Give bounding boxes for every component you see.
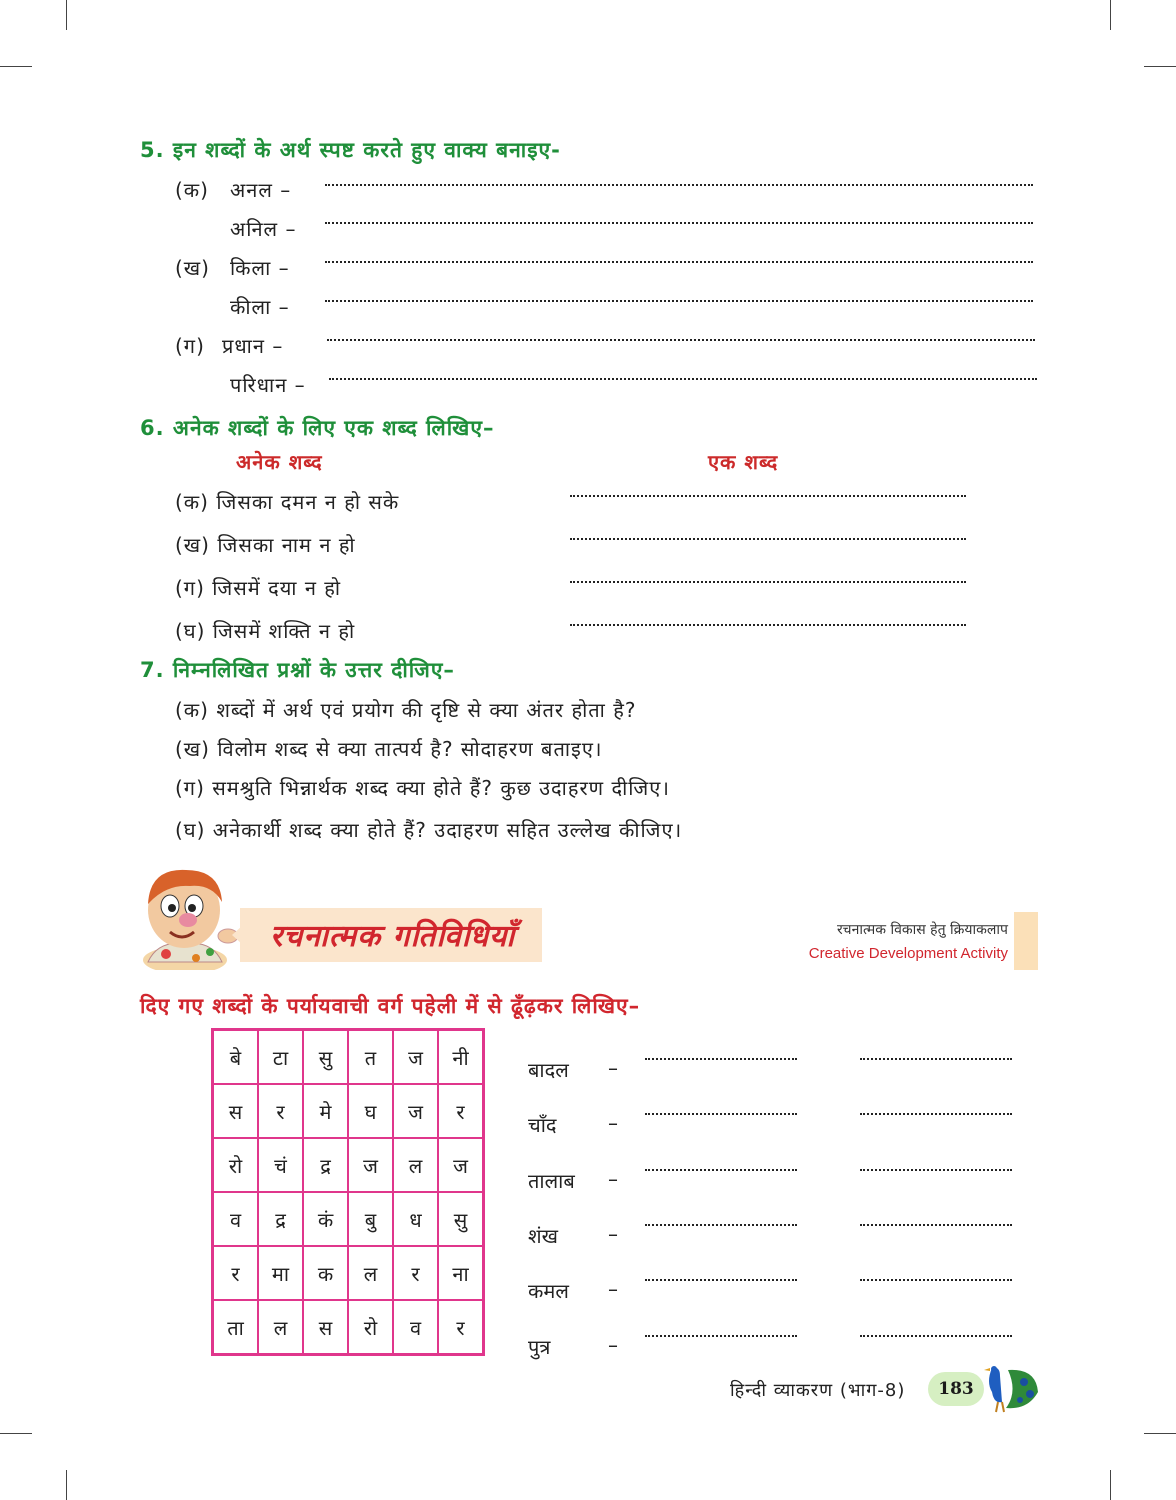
grid-cell[interactable]: मे — [303, 1084, 348, 1138]
q5-answer-line[interactable] — [329, 378, 1037, 380]
synonym-word: बादल — [528, 1058, 569, 1082]
grid-cell[interactable]: ल — [258, 1300, 303, 1355]
grid-cell[interactable]: सु — [438, 1192, 484, 1246]
grid-cell[interactable]: ता — [213, 1300, 259, 1355]
q5-answer-line[interactable] — [325, 300, 1033, 302]
q6-item: (ग) जिसमें दया न हो — [175, 576, 342, 600]
activity-banner-title: रचनात्मक गतिविधियाँ — [270, 919, 516, 954]
word-dash: – — [608, 1222, 618, 1246]
grid-cell[interactable]: ज — [393, 1030, 438, 1085]
crop-mark — [66, 0, 67, 30]
grid-cell[interactable]: व — [213, 1192, 259, 1246]
grid-cell[interactable]: ना — [438, 1246, 484, 1300]
q5-answer-line[interactable] — [325, 261, 1033, 263]
grid-cell[interactable]: व — [393, 1300, 438, 1355]
synonym-word: शंख — [528, 1224, 558, 1248]
q5-marker: (ग) — [175, 334, 205, 358]
word-dash: – — [608, 1333, 618, 1357]
activity-heading: दिए गए शब्दों के पर्यायवाची वर्ग पहेली में से ढूँढ़कर लिखिए– — [140, 994, 641, 1018]
crop-mark — [1144, 66, 1176, 67]
grid-cell[interactable]: र — [258, 1084, 303, 1138]
q5-word: अनल – — [230, 178, 292, 202]
grid-row — [213, 1030, 484, 1085]
side-label-english: Creative Development Activity — [808, 945, 1008, 962]
q5-word: किला – — [230, 256, 290, 280]
crop-mark — [1144, 1433, 1176, 1434]
grid-cell[interactable]: द्र — [303, 1138, 348, 1192]
q5-word: परिधान – — [230, 373, 306, 397]
grid-cell[interactable]: र — [213, 1246, 259, 1300]
q7-item: (ख) विलोम शब्द से क्या तात्पर्य है? सोदाहरण बताइए। — [175, 737, 603, 761]
q6-col-left-header: अनेक शब्द — [236, 450, 323, 474]
side-label-hindi: रचनात्मक विकास हेतु क्रियाकलाप — [836, 922, 1008, 938]
grid-cell[interactable]: मा — [258, 1246, 303, 1300]
q6-item: (ख) जिसका नाम न हो — [175, 533, 356, 557]
grid-cell[interactable]: र — [438, 1084, 484, 1138]
grid-cell[interactable]: घ — [348, 1084, 393, 1138]
word-dash: – — [608, 1167, 618, 1191]
q7-item: (क) शब्दों में अर्थ एवं प्रयोग की दृष्टि से क्या अंतर होता है? — [175, 698, 637, 722]
synonym-word: तालाब — [528, 1169, 575, 1193]
side-tab-decoration — [1014, 912, 1038, 970]
grid-cell[interactable]: ज — [438, 1138, 484, 1192]
crop-mark — [1110, 0, 1111, 30]
answer-line[interactable] — [645, 1335, 797, 1337]
q6-item: (घ) जिसमें शक्ति न हो — [175, 619, 356, 643]
q5-word: अनिल – — [230, 217, 297, 241]
q6-heading: 6. अनेक शब्दों के लिए एक शब्द लिखिए– — [140, 416, 495, 440]
grid-cell[interactable]: कं — [303, 1192, 348, 1246]
grid-cell[interactable]: रो — [213, 1138, 259, 1192]
answer-line[interactable] — [860, 1279, 1012, 1281]
grid-cell[interactable]: टा — [258, 1030, 303, 1085]
grid-cell[interactable]: ज — [393, 1084, 438, 1138]
grid-cell[interactable]: स — [213, 1084, 259, 1138]
q7-heading: 7. निम्नलिखित प्रश्नों के उत्तर दीजिए– — [140, 658, 455, 682]
q6-answer-line[interactable] — [570, 624, 966, 626]
grid-row — [213, 1192, 484, 1246]
q6-item: (क) जिसका दमन न हो सके — [175, 490, 400, 514]
grid-cell[interactable]: र — [393, 1246, 438, 1300]
answer-line[interactable] — [645, 1279, 797, 1281]
answer-line[interactable] — [860, 1058, 1012, 1060]
grid-cell[interactable]: ल — [348, 1246, 393, 1300]
grid-cell[interactable]: नी — [438, 1030, 484, 1085]
answer-line[interactable] — [860, 1169, 1012, 1171]
peacock-icon — [978, 1362, 1040, 1414]
grid-cell[interactable]: त — [348, 1030, 393, 1085]
grid-cell[interactable]: ल — [393, 1138, 438, 1192]
grid-row — [213, 1246, 484, 1300]
synonym-word: पुत्र — [528, 1335, 551, 1359]
q5-word: कीला – — [230, 295, 290, 319]
page-number: 183 — [928, 1372, 984, 1406]
crop-mark — [0, 1433, 32, 1434]
grid-row — [213, 1084, 484, 1138]
grid-cell[interactable]: ध — [393, 1192, 438, 1246]
q5-heading: 5. इन शब्दों के अर्थ स्पष्ट करते हुए वाक्य बनाइए- — [140, 138, 561, 162]
answer-line[interactable] — [860, 1224, 1012, 1226]
q5-marker: (क) — [175, 178, 209, 202]
grid-cell[interactable]: र — [438, 1300, 484, 1355]
grid-cell[interactable]: सु — [303, 1030, 348, 1085]
grid-cell[interactable]: चं — [258, 1138, 303, 1192]
grid-cell[interactable]: स — [303, 1300, 348, 1355]
q6-col-right-header: एक शब्द — [708, 450, 779, 474]
q7-item: (ग) समश्रुति भिन्नार्थक शब्द क्या होते हैं? कुछ उदाहरण दीजिए। — [175, 776, 670, 800]
q5-answer-line[interactable] — [325, 222, 1033, 224]
word-dash: – — [608, 1111, 618, 1135]
book-title: हिन्दी व्याकरण (भाग-8) — [730, 1380, 906, 1401]
grid-cell[interactable]: क — [303, 1246, 348, 1300]
q6-answer-line[interactable] — [570, 581, 966, 583]
grid-cell[interactable]: बे — [213, 1030, 259, 1085]
word-dash: – — [608, 1277, 618, 1301]
grid-cell[interactable]: बु — [348, 1192, 393, 1246]
grid-row — [213, 1138, 484, 1192]
word-dash: – — [608, 1056, 618, 1080]
grid-row — [213, 1300, 484, 1355]
grid-cell[interactable]: ज — [348, 1138, 393, 1192]
q7-item: (घ) अनेकार्थी शब्द क्या होते हैं? उदाहरण सहित उल्लेख कीजिए। — [175, 818, 683, 842]
answer-line[interactable] — [645, 1224, 797, 1226]
answer-line[interactable] — [645, 1169, 797, 1171]
q5-answer-line[interactable] — [325, 184, 1033, 186]
q6-answer-line[interactable] — [570, 495, 966, 497]
crop-mark — [0, 66, 32, 67]
synonym-word: चाँद — [528, 1113, 557, 1137]
crop-mark — [1110, 1470, 1111, 1500]
answer-line[interactable] — [645, 1058, 797, 1060]
answer-line[interactable] — [860, 1335, 1012, 1337]
synonym-word: कमल — [528, 1279, 569, 1303]
q5-word: प्रधान – — [222, 334, 284, 358]
grid-cell[interactable]: रो — [348, 1300, 393, 1355]
answer-line[interactable] — [860, 1113, 1012, 1115]
q5-marker: (ख) — [175, 256, 210, 280]
answer-line[interactable] — [645, 1113, 797, 1115]
q5-answer-line[interactable] — [327, 339, 1035, 341]
word-search-grid — [211, 1028, 485, 1356]
q6-answer-line[interactable] — [570, 538, 966, 540]
grid-cell[interactable]: द्र — [258, 1192, 303, 1246]
crop-mark — [66, 1470, 67, 1500]
